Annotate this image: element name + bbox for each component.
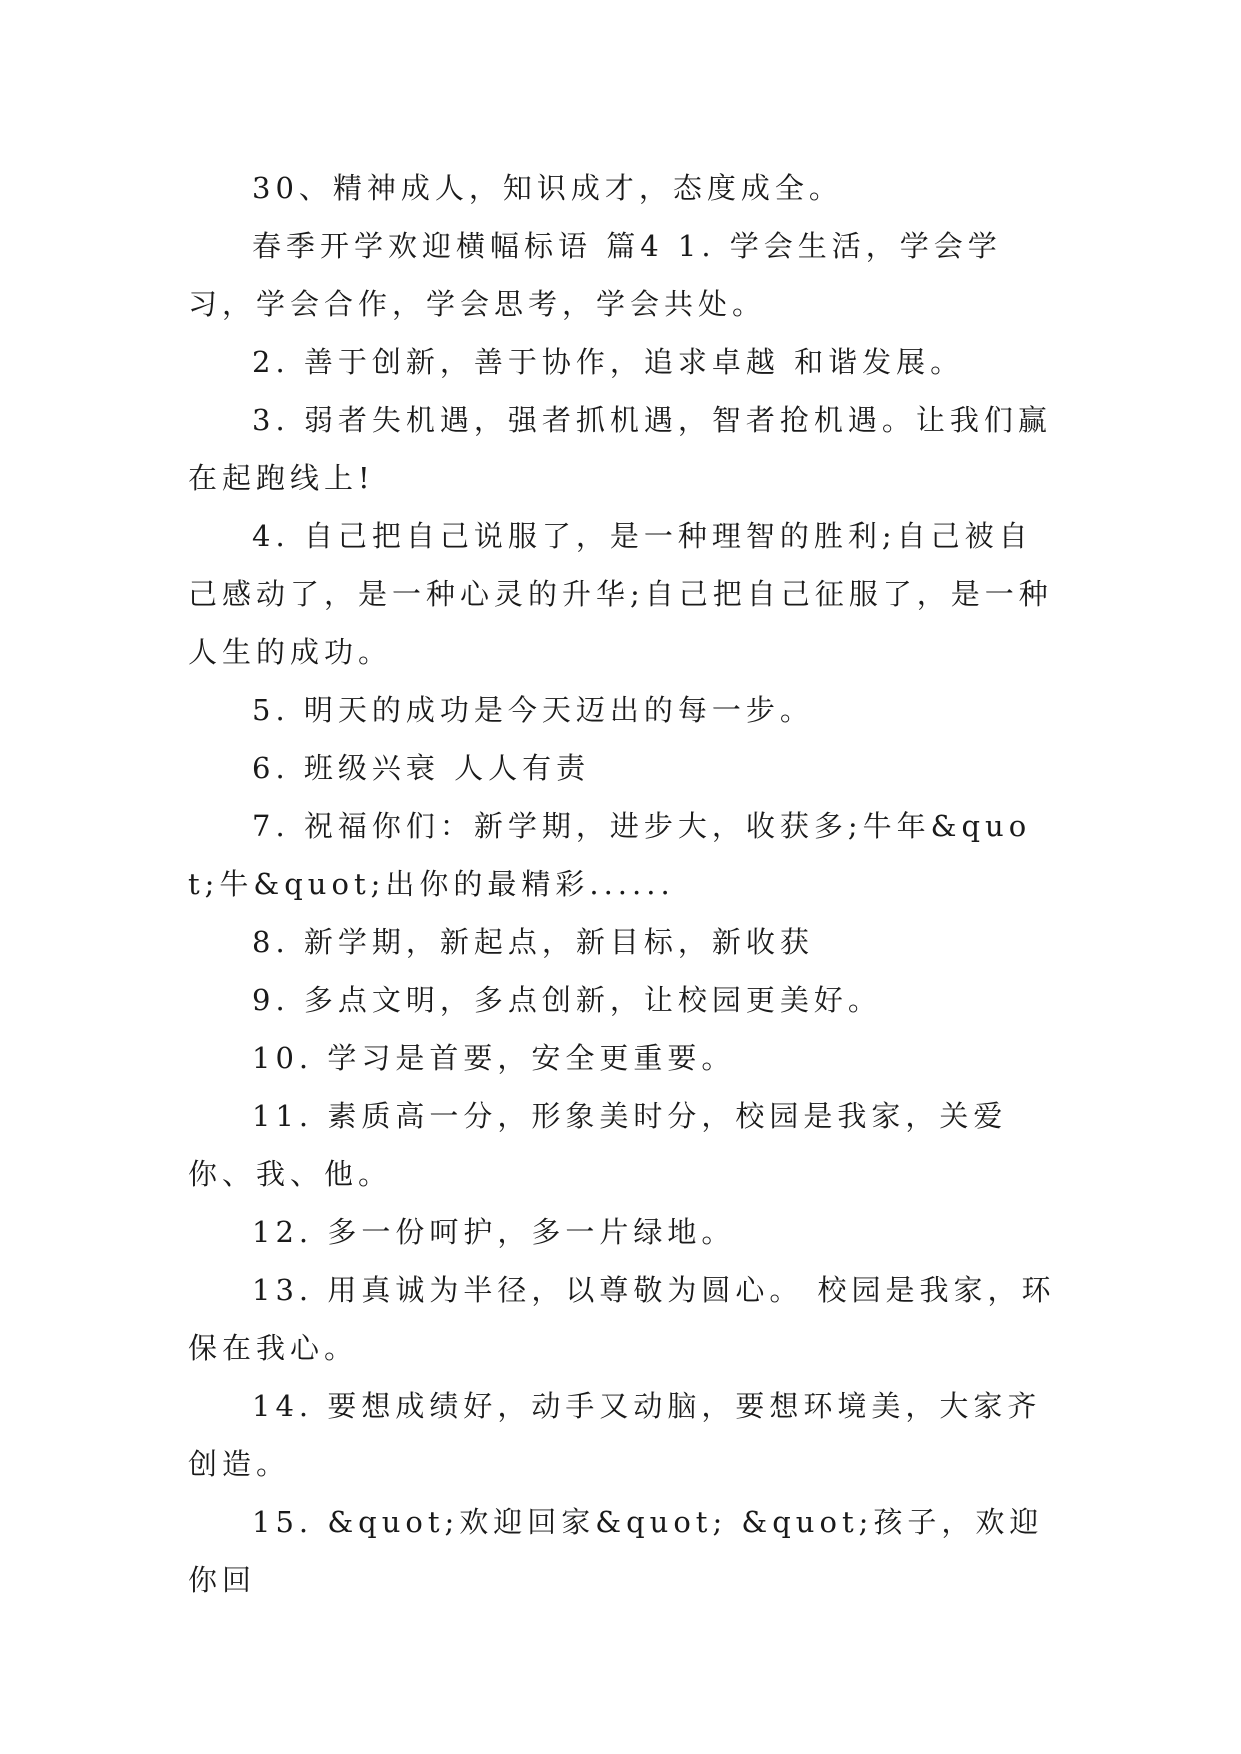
paragraph-item-14: 14. 要想成绩好，动手又动脑，要想环境美，大家齐创造。 (188, 1389, 1042, 1481)
paragraph-item-3: 3. 弱者失机遇，强者抓机遇，智者抢机遇。让我们赢在起跑线上! (188, 403, 1052, 495)
paragraph-item-9: 9. 多点文明，多点创新，让校园更美好。 (252, 983, 882, 1017)
paragraph-item-15: 15. &quot;欢迎回家&quot; &quot;孩子，欢迎你回 (188, 1505, 1044, 1597)
paragraph-item-13: 13. 用真诚为半径，以尊敬为圆心。 校园是我家，环保在我心。 (188, 1273, 1056, 1365)
paragraph-item-4: 4. 自己把自己说服了，是一种理智的胜利;自己被自己感动了，是一种心灵的升华;自己把自己征服了，是一种人生的成功。 (188, 519, 1053, 669)
paragraph-item-10: 10. 学习是首要，安全更重要。 (252, 1041, 736, 1075)
paragraph-30: 30、精神成人，知识成才，态度成全。 (252, 171, 843, 205)
paragraph-item-8: 8. 新学期，新起点，新目标，新收获 (252, 925, 814, 959)
paragraph-item-2: 2. 善于创新，善于协作，追求卓越 和谐发展。 (252, 345, 965, 379)
paragraph-heading-and-item-1: 春季开学欢迎横幅标语 篇4 1. 学会生活，学会学习，学会合作，学会思考，学会共处。 (188, 229, 1002, 321)
paragraph-item-12: 12. 多一份呵护，多一片绿地。 (252, 1215, 736, 1249)
paragraph-item-6: 6. 班级兴衰 人人有责 (252, 751, 591, 785)
paragraph-item-7: 7. 祝福你们：新学期，进步大，收获多;牛年&quot;牛&quot;出你的最精彩...... (188, 809, 1032, 901)
paragraph-item-11: 11. 素质高一分，形象美时分，校园是我家，关爱你、我、他。 (188, 1099, 1008, 1191)
paragraph-item-5: 5. 明天的成功是今天迈出的每一步。 (252, 693, 814, 727)
